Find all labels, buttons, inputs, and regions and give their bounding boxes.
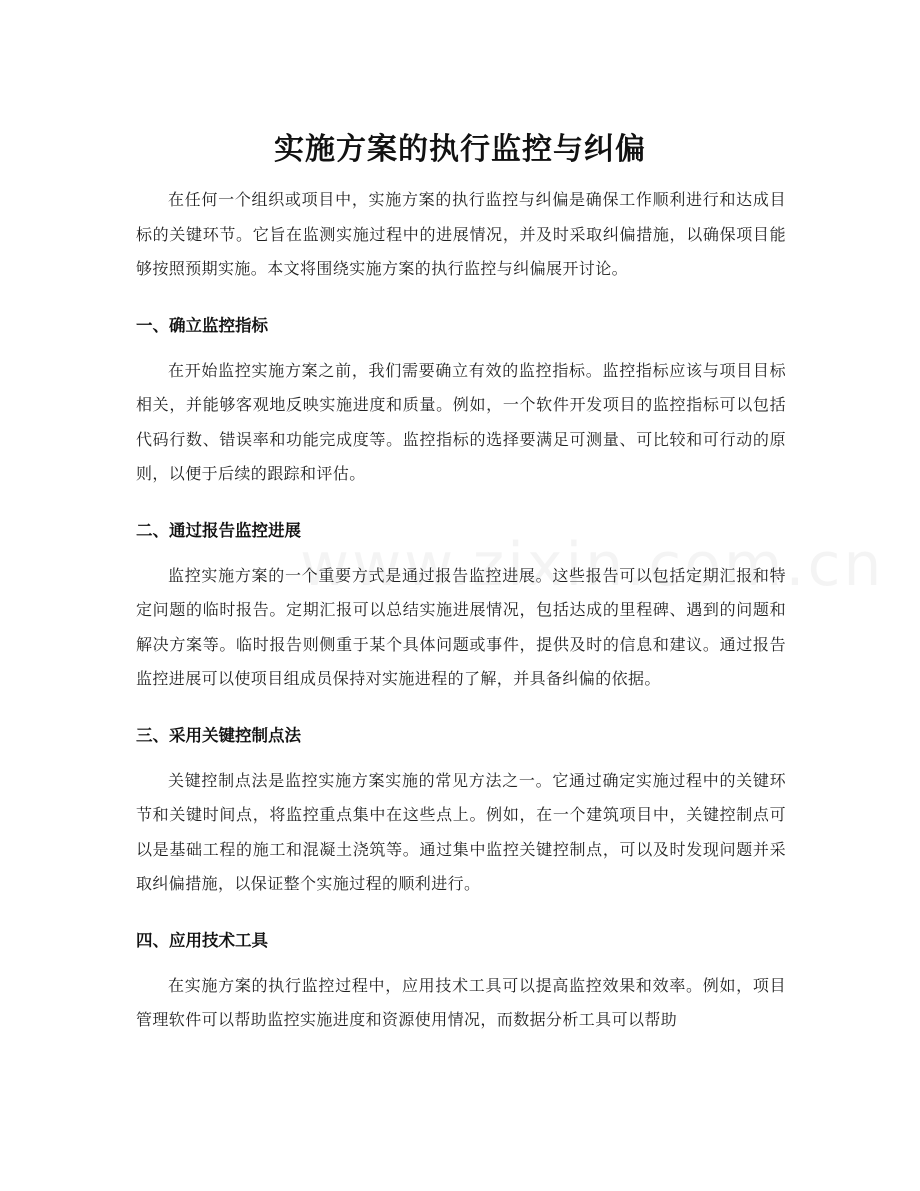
section-heading-4: 四、应用技术工具	[136, 930, 268, 950]
section-paragraph-1: 在开始监控实施方案之前，我们需要确立有效的监控指标。监控指标应该与项目目标相关，并能够客观地反映实施进度和质量。例如，一个软件开发项目的监控指标可以包括代码行数、错误率和功能完成度等。监控指标的选择要满足可测量、可比较和可行动的原则，以便于后续的跟踪和评估。	[136, 360, 786, 483]
section-paragraph-4: 在实施方案的执行监控过程中，应用技术工具可以提高监控效果和效率。例如，项目管理软件可以帮助监控实施进度和资源使用情况，而数据分析工具可以帮助	[136, 975, 786, 1029]
document-body	[136, 183, 786, 1038]
section-heading-1: 一、确立监控指标	[136, 315, 268, 335]
section-paragraph-2: 监控实施方案的一个重要方式是通过报告监控进展。这些报告可以包括定期汇报和特定问题的临时报告。定期汇报可以总结实施进展情况，包括达成的里程碑、遇到的问题和解决方案等。临时报告则侧重于某个具体问题或事件，提供及时的信息和建议。通过报告监控进展可以使项目组成员保持对实施进程的了解，并具备纠偏的依据。	[136, 565, 786, 688]
section-heading-2: 二、通过报告监控进展	[136, 520, 301, 540]
section-heading-3: 三、采用关键控制点法	[136, 725, 301, 745]
page-title: 实施方案的执行监控与纠偏	[274, 132, 646, 168]
intro-paragraph: 在任何一个组织或项目中，实施方案的执行监控与纠偏是确保工作顺利进行和达成目标的关键环节。它旨在监测实施过程中的进展情况，并及时采取纠偏措施，以确保项目能够按照预期实施。本文将围绕实施方案的执行监控与纠偏展开讨论。	[136, 190, 786, 278]
section-paragraph-3: 关键控制点法是监控实施方案实施的常见方法之一。它通过确定实施过程中的关键环节和关键时间点，将监控重点集中在这些点上。例如，在一个建筑项目中，关键控制点可以是基础工程的施工和混凝土浇筑等。通过集中监控关键控制点，可以及时发现问题并采取纠偏措施，以保证整个实施过程的顺利进行。	[136, 770, 786, 893]
